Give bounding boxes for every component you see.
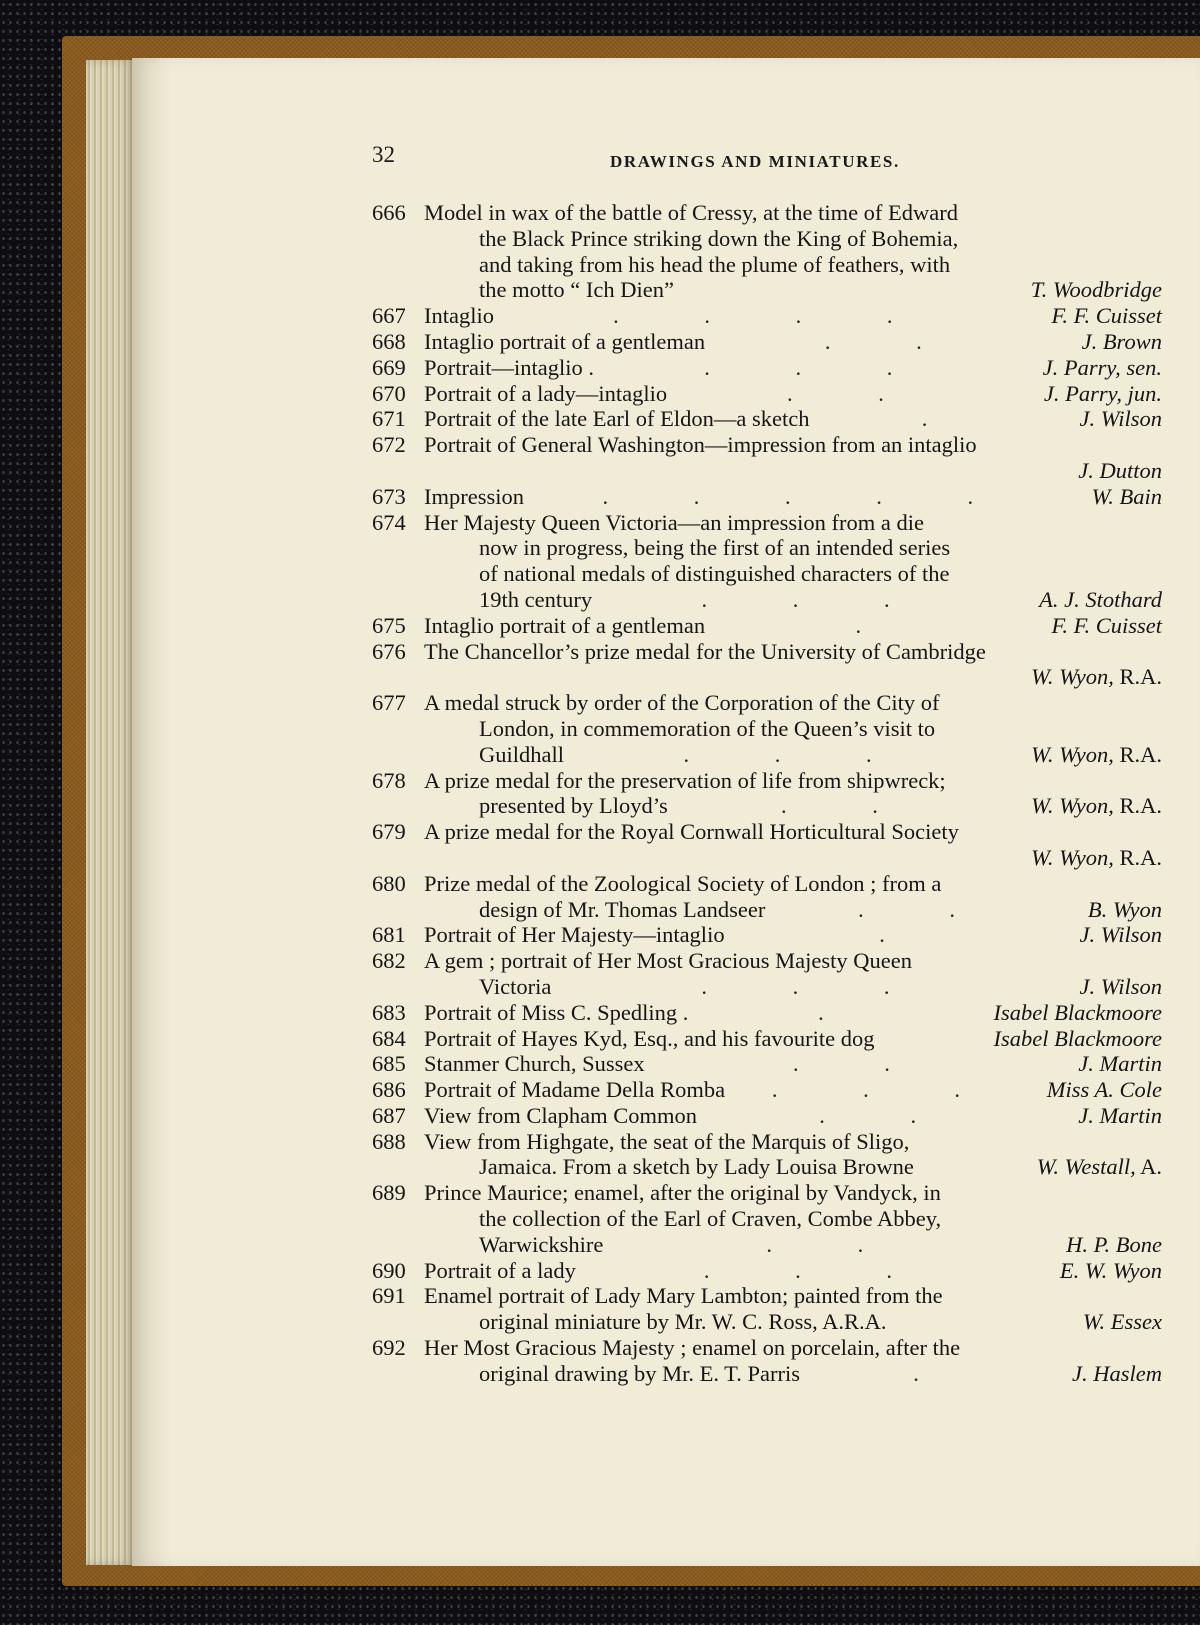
artist-name	[1031, 845, 1162, 871]
entry-text: original drawing by Mr. E. T. Parris	[479, 1360, 800, 1386]
catalogue-entry	[372, 1077, 1162, 1103]
running-head: DRAWINGS AND MINIATURES.	[610, 152, 900, 171]
entry-text: Intaglio portrait of a gentleman	[424, 328, 706, 354]
entry-text: the Black Prince striking down the King of Bohemia,	[479, 225, 959, 251]
leader-dots: .	[818, 999, 864, 1025]
artist-suffix: R.A.	[1113, 844, 1162, 870]
entry-text: now in progress, being the first of an intended series	[479, 535, 951, 561]
artist-name-text: F. F. Cuisset	[1051, 303, 1162, 329]
leader-dots: . .	[858, 896, 996, 922]
entry-text: of national medals of distinguished characters of the	[479, 561, 950, 587]
artist-name	[1039, 587, 1162, 613]
entry-text: Stanmer Church, Sussex	[424, 1051, 645, 1077]
artist-name	[1052, 613, 1162, 639]
entry-text: presented by Lloyd’s	[479, 793, 668, 819]
leader-dots: . .	[766, 1231, 904, 1257]
entry-text: Her Most Gracious Majesty ; enamel on porcelain, after the	[424, 1335, 961, 1361]
entry-number: 682	[372, 948, 406, 974]
artist-name-text: W. Westall,	[1036, 1154, 1136, 1180]
artist-name	[1043, 355, 1162, 381]
leader-dots: . . .	[771, 1077, 1001, 1103]
artist-name-text: W. Wyon,	[1031, 793, 1114, 819]
entry-number: 678	[372, 767, 406, 793]
leader-dots: . . . .	[613, 303, 933, 329]
artist-name-text: J. Haslem	[1072, 1360, 1162, 1386]
catalogue-entry	[372, 303, 1162, 329]
entry-number: 669	[372, 354, 406, 380]
entry-text: Intaglio portrait of a gentleman	[424, 612, 706, 638]
entry-text: View from Clapham Common	[424, 1102, 697, 1128]
artist-suffix: A.	[1135, 1154, 1162, 1180]
entry-number: 681	[372, 922, 406, 948]
entry-text: A medal struck by order of the Corporation of the City of	[424, 690, 940, 716]
artist-name	[1031, 664, 1162, 690]
leader-dots: . . .	[703, 1257, 932, 1283]
artist-name-text: B. Wyon	[1087, 896, 1162, 922]
entry-text: Portrait of Hayes Kyd, Esq., and his favourite dog	[424, 1025, 875, 1051]
artist-name-text: W. Wyon,	[1031, 844, 1114, 870]
catalogue-entry	[372, 510, 1162, 613]
entry-text: Victoria	[479, 973, 552, 999]
catalogue-entry	[372, 639, 1162, 691]
entry-text: Intaglio	[424, 303, 494, 329]
entry-text: the collection of the Earl of Craven, Combe Abbey,	[479, 1206, 942, 1232]
catalogue-entry	[372, 200, 1162, 303]
artist-name-text: J. Dutton	[1078, 457, 1162, 483]
artist-name	[1060, 1258, 1162, 1284]
artist-name	[1031, 793, 1162, 819]
leader-dots: .	[921, 406, 968, 432]
artist-name	[1031, 742, 1162, 768]
catalogue-entry	[372, 355, 1162, 381]
entry-text: A gem ; portrait of Her Most Gracious Majesty Queen	[424, 948, 913, 974]
artist-name	[1080, 974, 1163, 1000]
artist-name-text: J. Brown	[1081, 328, 1162, 354]
entry-number: 685	[372, 1051, 406, 1077]
entry-number: 670	[372, 380, 406, 406]
artist-name	[1031, 277, 1162, 303]
leader-dots: .	[879, 922, 925, 948]
catalogue-entry	[372, 1051, 1162, 1077]
artist-name-text: J. Wilson	[1079, 973, 1162, 999]
leader-dots: .	[913, 1360, 959, 1386]
artist-name-text: T. Woodbridge	[1030, 277, 1162, 303]
leader-dots: . . .	[701, 586, 930, 612]
catalogue-entry	[372, 381, 1162, 407]
artist-name	[1044, 381, 1162, 407]
leader-dots: . .	[792, 1051, 930, 1077]
artist-name-text: H. P. Bone	[1066, 1231, 1162, 1257]
entry-number: 679	[372, 819, 406, 845]
artist-name-text: J. Parry, sen.	[1042, 354, 1162, 380]
entry-text: Portrait of Miss C. Spedling .	[424, 999, 689, 1025]
artist-name-text: E. W. Wyon	[1059, 1257, 1162, 1283]
artist-name-text: W. Wyon,	[1031, 741, 1114, 767]
catalogue-entry	[372, 406, 1162, 432]
catalogue-entry	[372, 690, 1162, 767]
artist-name	[1088, 897, 1162, 923]
entry-text: design of Mr. Thomas Landseer	[479, 896, 766, 922]
catalogue-entries	[372, 200, 1162, 1387]
entry-number: 687	[372, 1102, 406, 1128]
entry-text: Jamaica. From a sketch by Lady Louisa Browne	[479, 1154, 914, 1180]
catalogue-entry	[372, 1283, 1162, 1335]
artist-name-text: J. Martin	[1078, 1102, 1162, 1128]
entry-text: and taking from his head the plume of feathers, with	[479, 251, 951, 277]
catalogue-entry	[372, 819, 1162, 871]
artist-name	[1078, 1051, 1162, 1077]
catalogue-entry	[372, 922, 1162, 948]
entry-text: original miniature by Mr. W. C. Ross, A.R.A.	[479, 1309, 887, 1335]
leader-dots: . .	[787, 380, 924, 406]
entry-text: Impression	[424, 483, 524, 509]
catalogue-entry	[372, 432, 1162, 484]
artist-name	[1083, 1309, 1162, 1335]
artist-name	[1078, 458, 1162, 484]
artist-name	[1052, 303, 1162, 329]
catalogue-entry	[372, 948, 1162, 1000]
entry-text: Portrait of a lady—intaglio	[424, 380, 668, 406]
catalogue-entry	[372, 1129, 1162, 1181]
entry-text: the motto “ Ich Dien”	[479, 277, 674, 303]
entry-number: 675	[372, 612, 406, 638]
entry-text: Portrait of a lady	[424, 1257, 576, 1283]
artist-name	[1078, 1103, 1162, 1129]
artist-name-text: J. Wilson	[1079, 922, 1162, 948]
leader-dots: . .	[819, 1102, 957, 1128]
artist-name	[1072, 1361, 1162, 1387]
entry-text: The Chancellor’s prize medal for the University of Cambridge	[424, 638, 986, 664]
catalogue-entry	[372, 768, 1162, 820]
leader-dots: . . . . .	[602, 483, 1014, 509]
entry-number: 689	[372, 1180, 406, 1206]
artist-name	[1080, 406, 1163, 432]
artist-name-text: W. Essex	[1082, 1309, 1162, 1335]
entry-number: 680	[372, 870, 406, 896]
entry-text: Model in wax of the battle of Cressy, at the time of Edward	[424, 200, 959, 225]
artist-name-text: Isabel Blackmoore	[993, 1025, 1162, 1051]
entry-text: View from Highgate, the seat of the Marquis of Sligo,	[424, 1128, 910, 1154]
entry-number: 684	[372, 1025, 406, 1051]
entry-text: 19th century	[479, 586, 593, 612]
entry-text: Prince Maurice; enamel, after the original by Vandyck, in	[424, 1180, 941, 1206]
artist-name-text: J. Martin	[1078, 1051, 1162, 1077]
catalogue-entry	[372, 1258, 1162, 1284]
artist-name	[1037, 1154, 1162, 1180]
entry-text: Portrait of Madame Della Romba	[424, 1077, 726, 1103]
entry-number: 667	[372, 303, 406, 329]
entry-number: 676	[372, 638, 406, 664]
artist-name	[994, 1000, 1163, 1026]
entry-number: 671	[372, 406, 406, 432]
entry-text: A prize medal for the preservation of life from shipwreck;	[424, 767, 946, 793]
page-number: 32	[372, 142, 395, 167]
entry-number: 692	[372, 1335, 406, 1361]
catalogue-entry	[372, 484, 1162, 510]
entry-text: Guildhall	[479, 741, 564, 767]
entry-number: 686	[372, 1077, 406, 1103]
artist-name-text: J. Wilson	[1079, 406, 1162, 432]
entry-text: Her Majesty Queen Victoria—an impression from a die	[424, 509, 924, 535]
entry-number: 666	[372, 200, 406, 225]
entry-number: 691	[372, 1283, 406, 1309]
artist-name	[1080, 922, 1163, 948]
artist-name	[994, 1026, 1163, 1052]
artist-suffix: R.A.	[1113, 793, 1162, 819]
artist-name	[1082, 329, 1162, 355]
entry-text: A prize medal for the Royal Cornwall Horticultural Society	[424, 819, 959, 845]
artist-name-text: J. Parry, jun.	[1043, 380, 1162, 406]
catalogue-entry	[372, 1026, 1162, 1052]
leader-dots: .	[855, 612, 902, 638]
entry-text: Enamel portrait of Lady Mary Lambton; painted from the	[424, 1283, 943, 1309]
catalogue-entry	[372, 1103, 1162, 1129]
catalogue-entry	[372, 1180, 1162, 1257]
artist-name-text: W. Bain	[1091, 483, 1162, 509]
artist-suffix: R.A.	[1113, 664, 1162, 690]
leader-dots: . . .	[704, 354, 933, 380]
entry-text: Portrait of General Washington—impression from an intaglio	[424, 432, 977, 458]
entry-text: Warwickshire	[479, 1231, 604, 1257]
entry-text: London, in commemoration of the Queen’s visit to	[479, 715, 936, 741]
entry-number: 677	[372, 690, 406, 716]
entry-text: Portrait of the late Earl of Eldon—a sketch	[424, 406, 810, 432]
entry-number: 683	[372, 999, 406, 1025]
catalogue-entry	[372, 329, 1162, 355]
entry-number: 672	[372, 432, 406, 458]
entry-number: 673	[372, 483, 406, 509]
page-edges	[86, 60, 134, 1565]
artist-name	[1092, 484, 1162, 510]
entry-number: 690	[372, 1257, 406, 1283]
leader-dots: . . .	[683, 741, 912, 767]
entry-text: Portrait of Her Majesty—intaglio	[424, 922, 725, 948]
entry-number: 668	[372, 328, 406, 354]
artist-name-text: W. Wyon,	[1031, 664, 1114, 690]
entry-number: 674	[372, 509, 406, 535]
artist-suffix: R.A.	[1113, 741, 1162, 767]
artist-name-text: Isabel Blackmoore	[993, 999, 1162, 1025]
catalogue-entry	[372, 613, 1162, 639]
artist-name-text: F. F. Cuisset	[1051, 612, 1162, 638]
catalogue-entry	[372, 871, 1162, 923]
artist-name	[1047, 1077, 1162, 1103]
leader-dots: . .	[780, 793, 918, 819]
leader-dots: . . .	[701, 973, 930, 999]
catalogue-entry	[372, 1000, 1162, 1026]
entry-number: 688	[372, 1128, 406, 1154]
catalogue-entry	[372, 1335, 1162, 1387]
entry-text: Prize medal of the Zoological Society of London ; from a	[424, 870, 942, 896]
entry-text: Portrait—intaglio .	[424, 354, 594, 380]
artist-name-text: A. J. Stothard	[1039, 586, 1162, 612]
artist-name	[1066, 1232, 1162, 1258]
leader-dots: . .	[824, 328, 962, 354]
artist-name-text: Miss A. Cole	[1046, 1077, 1162, 1103]
